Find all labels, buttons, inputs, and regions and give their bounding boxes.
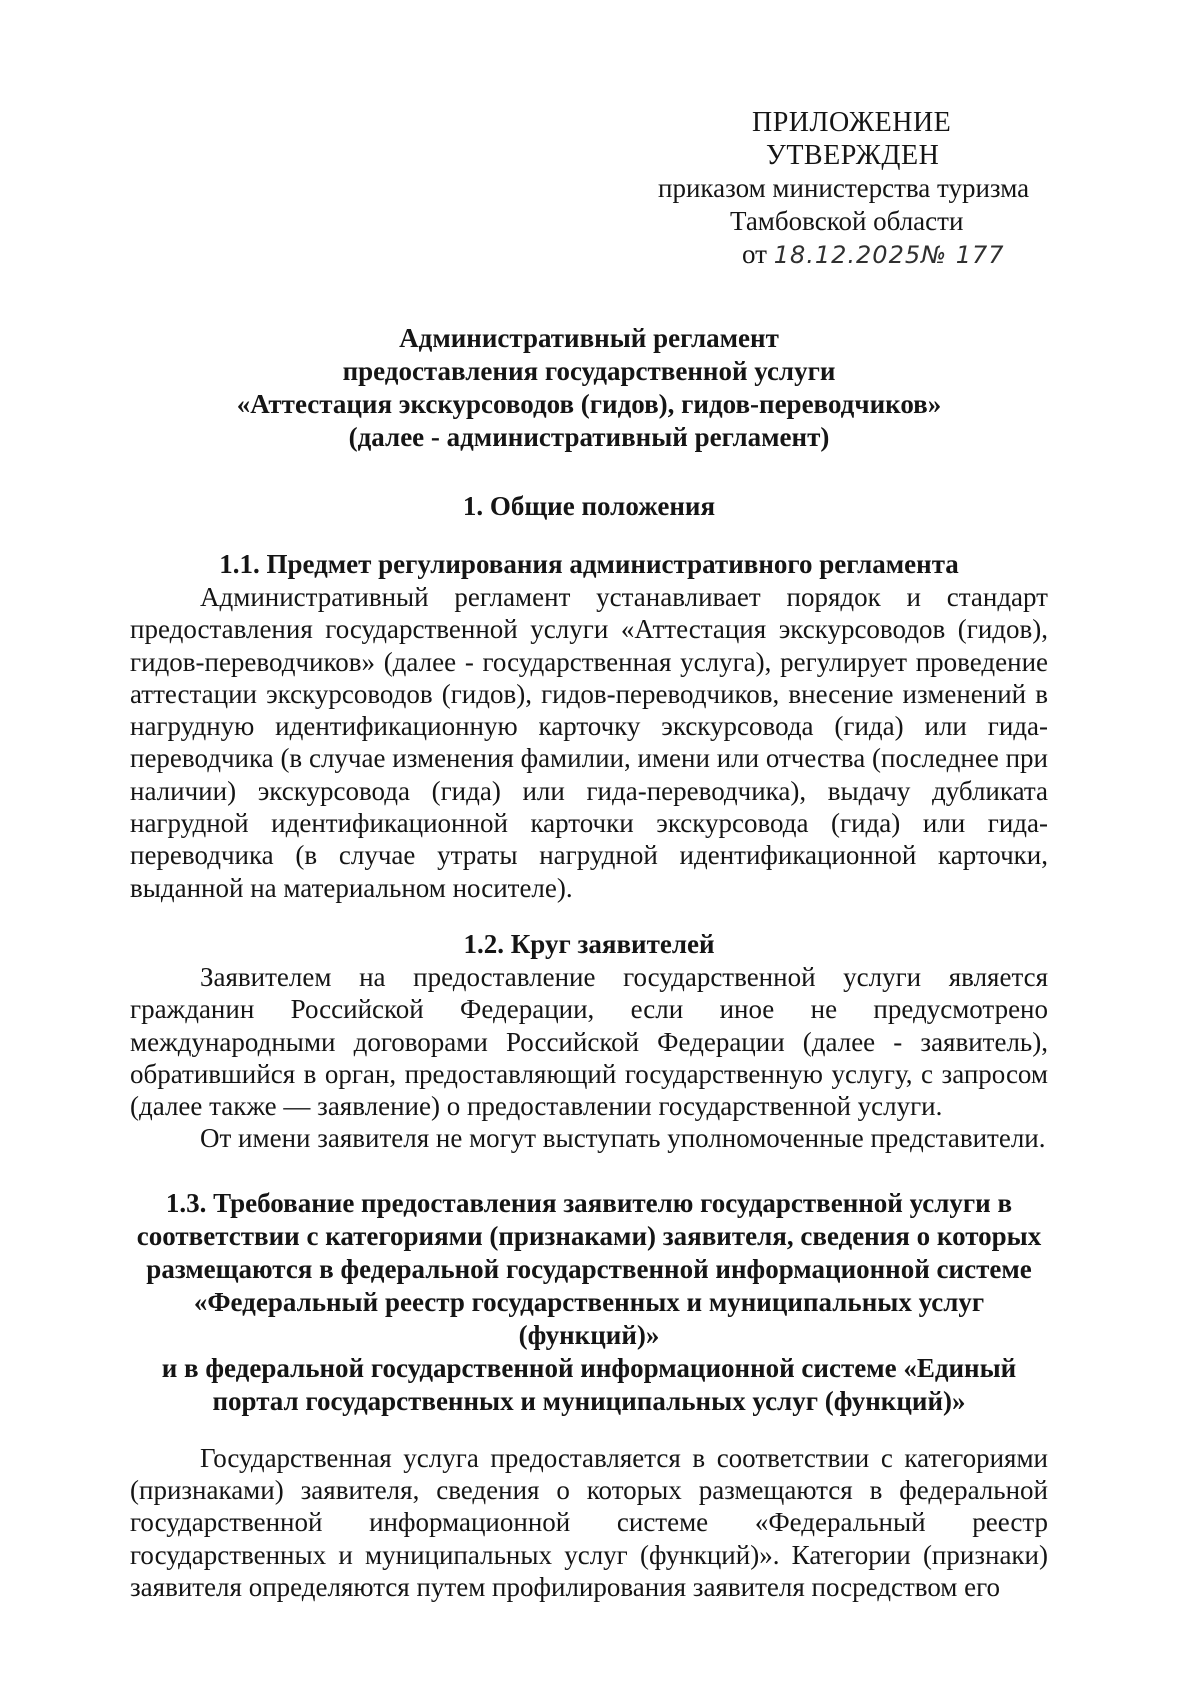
heading-line: размещаются в федеральной государственной информационной системе: [146, 1253, 1032, 1284]
heading-line: и в федеральной государственной информационной системе «Единый: [161, 1352, 1017, 1383]
paragraph: Государственная услуга предоставляется в соответствии с категориями (признаками) заявителя, сведения о которых размещаются в федеральной государственной информационной системе «Федеральный реестр государственных и муниципальных услуг (функций)». Категории (признаки) заявителя определяются путем профилирования заявителя посредством его: [130, 1442, 1048, 1602]
paragraph: Заявителем на предоставление государственной услуги является гражданин Российской Федерации, если иное не предусмотрено международными договорами Российской Федерации (далее - заявитель), обратившийся в орган, предоставляющий государственную услугу, с запросом (далее также — заявление) о предоставлении государственной услуги.: [130, 961, 1048, 1122]
subsection-heading-1-2: 1.2. Круг заявителей: [463, 928, 715, 959]
subsection-heading-1-3: [130, 1187, 1048, 1418]
paragraph: Административный регламент устанавливает порядок и стандарт предоставления государственной услуги «Аттестация экскурсоводов (гидов), гидов-переводчиков» (далее - государственная услуга), регулирует проведение аттестации экскурсоводов (гидов), гидов-переводчиков, внесение изменений в нагрудную идентификационную карточку экскурсовода (гида) или гида-переводчика (в случае изменения фамилии, имени или отчества (последнее при наличии) экскурсовода (гида) или гида-переводчика), выдачу дубликата нагрудной идентификационной карточки экскурсовода (гида) или гида-переводчика (в случае утраты нагрудной идентификационной карточки, выданной на материальном носителе).: [130, 582, 1048, 903]
section-heading: 1. Общие положения: [462, 491, 716, 521]
paragraph: От имени заявителя не могут выступать уполномоченные представители.: [200, 1123, 1046, 1154]
title-line: «Аттестация экскурсоводов (гидов), гидов-переводчиков»: [236, 389, 942, 419]
heading-line: 1.3. Требование предоставления заявителю государственной услуги в: [165, 1187, 1013, 1218]
heading-line: соответствии с категориями (признаками) заявителя, сведения о которых: [136, 1220, 1042, 1251]
region-line: Тамбовской области: [730, 206, 964, 236]
subsection-heading-1-1: 1.1. Предмет регулирования административного регламента: [219, 549, 959, 579]
document-title: [130, 322, 1048, 454]
approval-stamp-block: [640, 106, 1080, 272]
heading-line: «Федеральный реестр государственных и муниципальных услуг (функций)»: [193, 1286, 985, 1350]
date-prefix: от: [742, 239, 767, 269]
order-date-line: [640, 238, 1080, 272]
title-line: (далее - административный регламент): [348, 422, 830, 452]
heading-line: портал государственных и муниципальных услуг (функций)»: [212, 1385, 966, 1416]
appendix-label: ПРИЛОЖЕНИЕ: [752, 107, 952, 138]
document-body: [130, 490, 1048, 1603]
title-line: предоставления государственной услуги: [342, 356, 836, 386]
handwritten-date-number: 18.12.2025№ 177: [773, 241, 1005, 269]
title-line: Административный регламент: [399, 323, 779, 353]
order-line: приказом министерства туризма: [658, 173, 1030, 203]
approved-label: УТВЕРЖДЕН: [766, 140, 940, 171]
